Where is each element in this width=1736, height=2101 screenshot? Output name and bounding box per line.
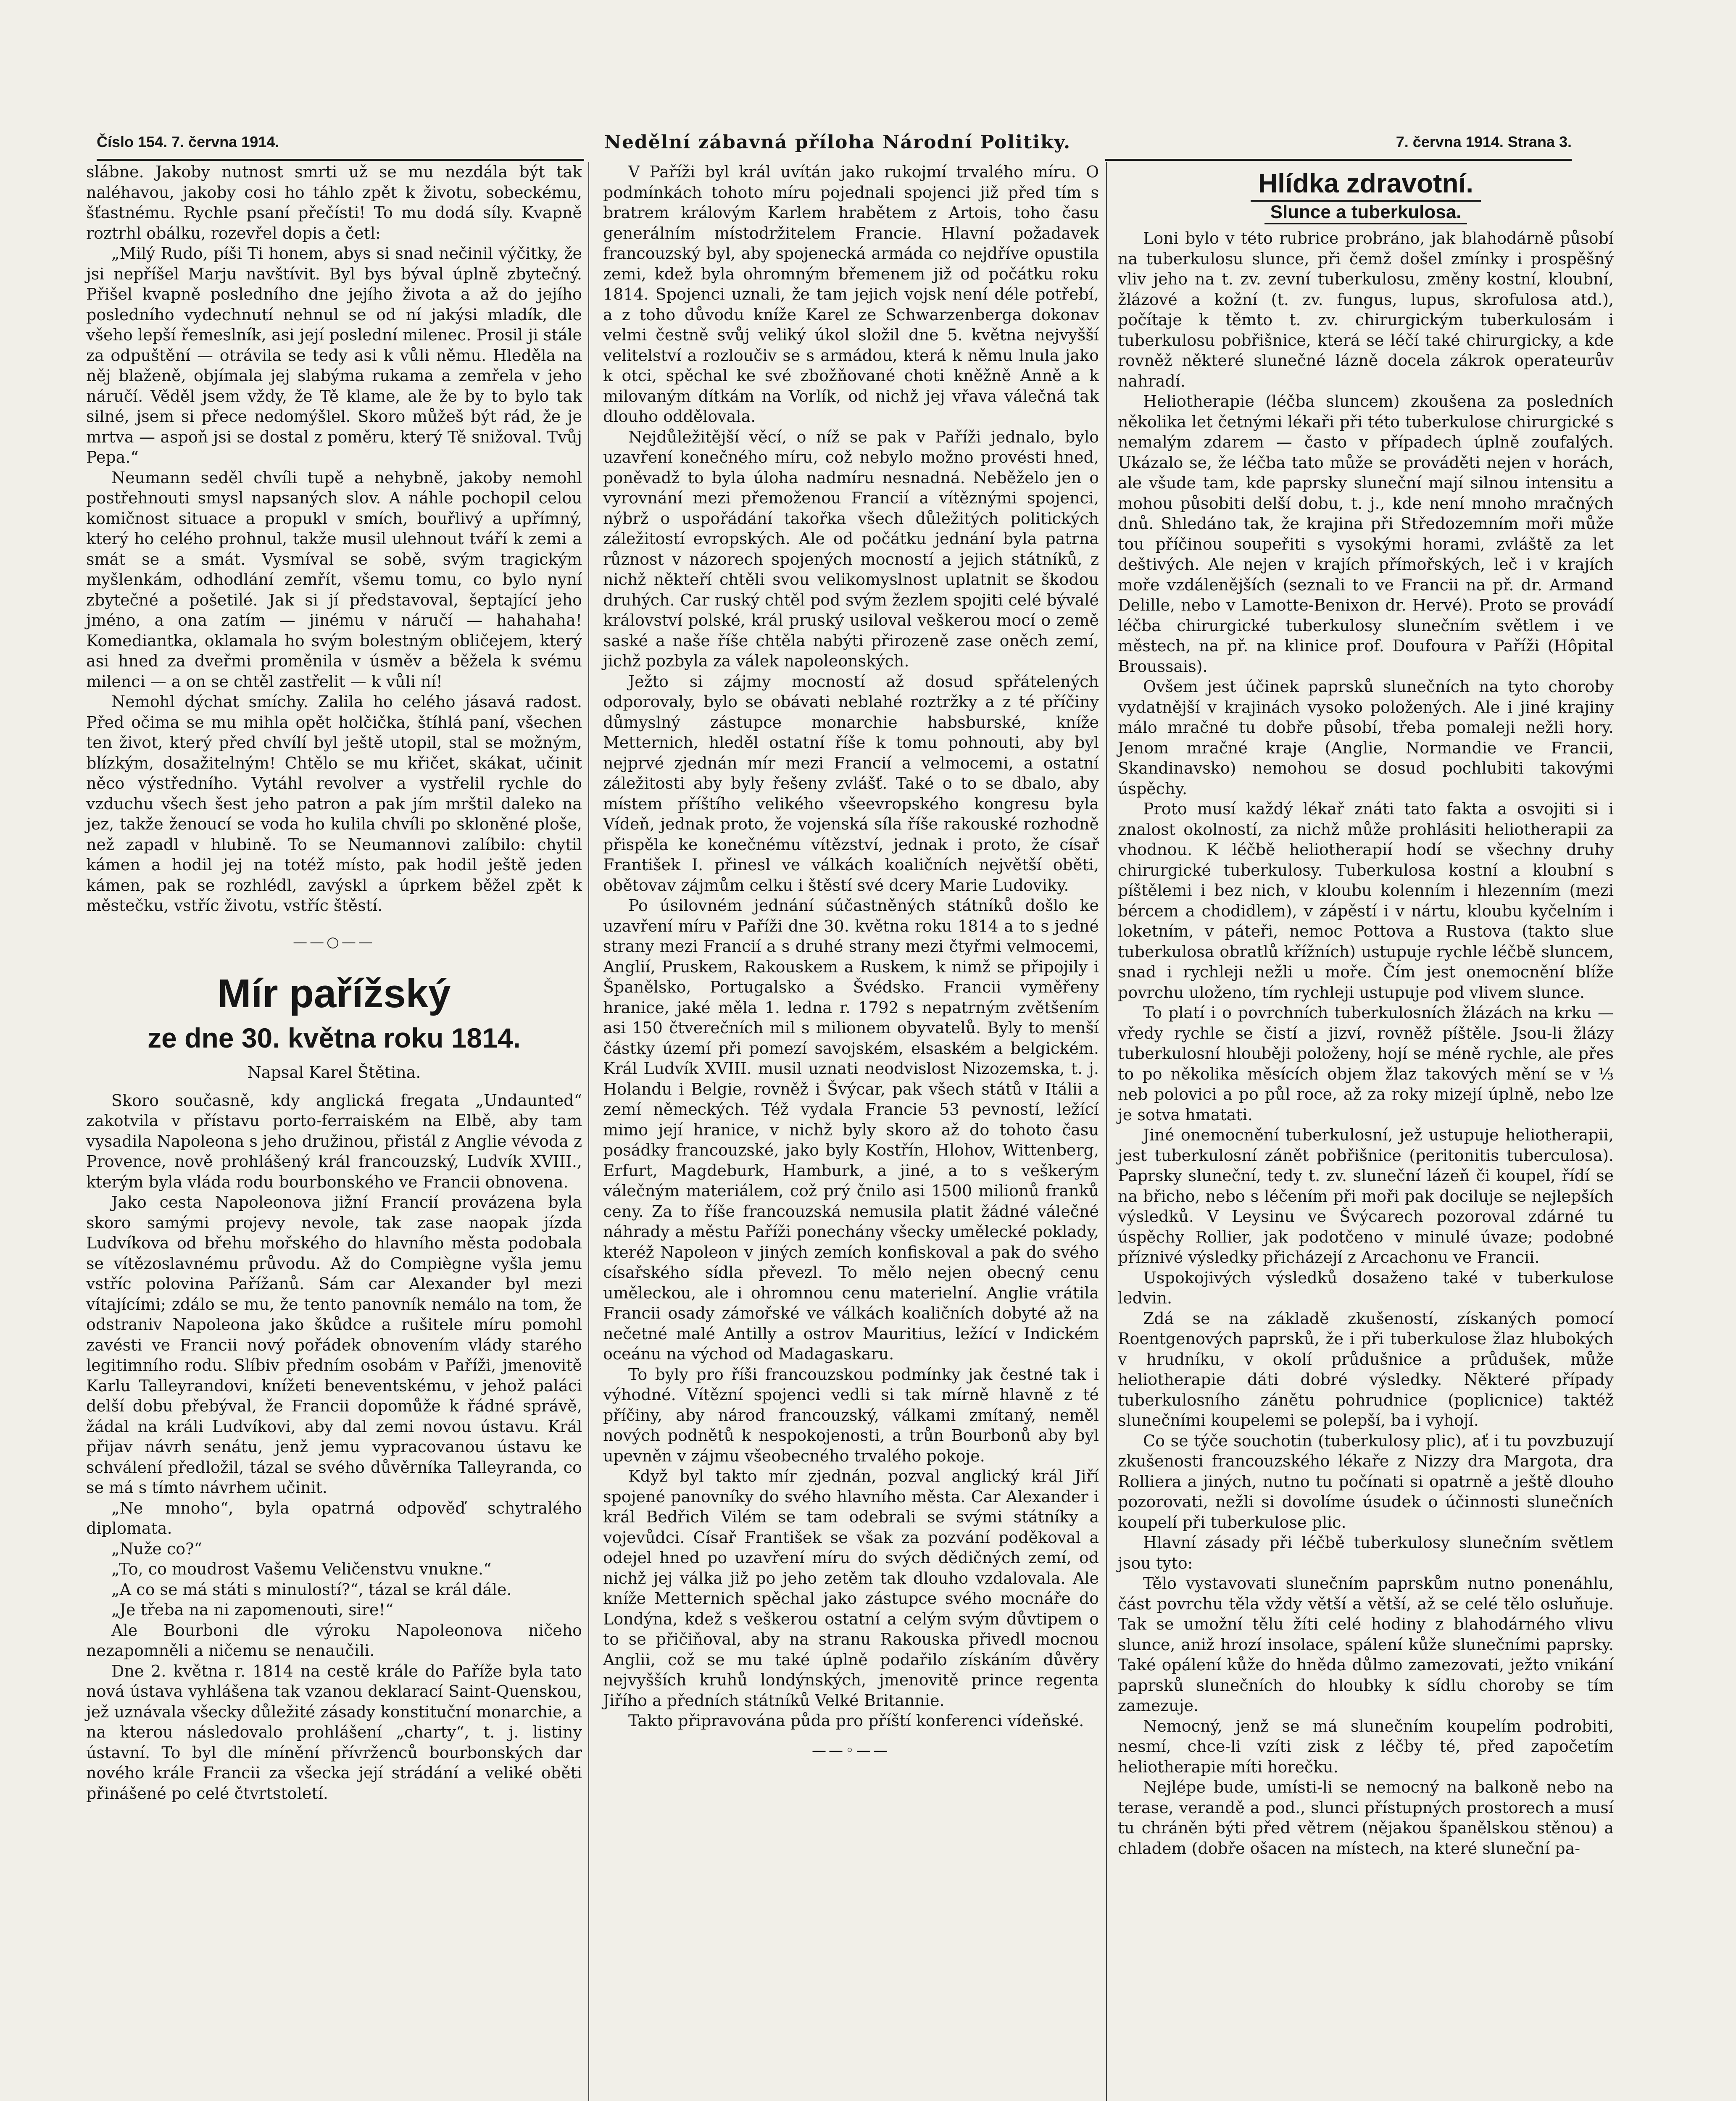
- column-1: [86, 162, 582, 1803]
- article-paragraph: Po úsilovném jednání súčastněných státníků došlo ke uzavření míru v Paříži dne 30. května roku 1814 a to s jedné strany mezi Francií a s druhé strany mezi čtyřmi velmocemi, Anglií, Pruskem, Rakouskem a Ruskem, k nimž se připojily i Španělsko, Portugalsko a Švédsko. Francii vyměřeny hranice, jaké měla 1. ledna r. 1792 s nepatrným zvětšením asi 150 čtverečních mil s milionem obyvatelů. Byly to menší částky území při pomezí savojském, elsaském a belgickém. Král Ludvík XVIII. musil uznati neodvislost Nizozemska, t. j. Holandu i Belgie, rovněž i Švýcar, pak všech států v Itálii a zemí německých. Též vydala Francie 53 pevností, ležící mimo její hranice, v nichž byly skoro až do tohoto času posádky francouzské, jako byly Kostřín, Hlohov, Wittenberg, Erfurt, Magdeburk, Hamburk, a jiné, a to s veškerým válečným materiálem, což prý čnilo asi 1500 milionů franků ceny. Za to říše francouzská nemusila platit žádné válečné náhrady a městu Paříži ponechány všecky umělecké poklady, kteréž Napoleon v jiných zemích konfiskoval a pak do svého císařského sídla převezl. To mělo nejen obecný cenu uměleckou, ale i ohromnou cenu materielní. Anglie vrátila Francii osady zámořské ve válkách koaličních dobyté až na nečetné malé Antilly a ostrov Mauritius, ležící v Indickém oceánu na východ od Madagaskaru.: [603, 896, 1099, 1363]
- article-paragraph: To byly pro říši francouzskou podmínky jak čestné tak i výhodné. Vítězní spojenci vedli si tak mírně hlavně z té příčiny, aby národ francouzský, válkami zmítaný, neměl nových podnětů k nespokojenosti, a trůn Bourbonů aby byl upevněn v zájmu všeobecného trvalého pokoje.: [603, 1365, 1099, 1465]
- section-title-text: Hlídka zdravotní.: [1251, 168, 1481, 202]
- article-paragraph: Skoro současně, kdy anglická fregata „Undaunted“ zakotvila v přístavu porto-ferraiském na Elbě, aby tam vysadila Napoleona s jeho družinou, přistál z Anglie vévoda z Provence, nově prohlášený král francouzský, Ludvík XVIII., kterým byla vláda rodu bourbonského ve Francii obnovena.: [86, 1091, 582, 1191]
- header-rule-right: [1105, 159, 1572, 161]
- column-divider: [1106, 162, 1107, 2101]
- article-paragraph: Jiné onemocnění tuberkulosní, jež ustupuje heliotherapii, jest tuberkulosní zánět pobřišnice (peritonitis tuberculosa). Paprsky sluneční, tedy t. zv. sluneční lázeň či koupel, řídí se na břicho, nebo s léčením při moři pak dociluje se nejlepších výsledků. V Leysinu ve Švýcarech pozoroval zdárné tu úspěchy Rollier, jak podotčeno v minulé úvaze; podobné příznivé výsledky přicházejí z Arcachonu ve Francii.: [1118, 1126, 1614, 1266]
- article-paragraph: Hlavní zásady při léčbě tuberkulosy slunečním světlem jsou tyto:: [1118, 1533, 1614, 1572]
- section-ornament: ——○——: [293, 933, 375, 950]
- article-paragraph: „Ne mnoho“, byla opatrná odpověď schytralého diplomata.: [86, 1498, 582, 1538]
- article-paragraph: Dne 2. května r. 1814 na cestě krále do Paříže byla tato nová ústava vyhlášena tak vzanou deklarací Saint-Quenskou, jež uznávala všecky důležité zásady konstituční monarchie, a na kterou následovalo prohlášení „charty“, t. j. listiny ústavní. To byl dle mínění přívrženců bourbonských dar nového krále Francii za všecka její strádání a veliké oběti přinášené po celé čtvrtstoletí.: [86, 1661, 582, 1803]
- article-paragraph: Nemocný, jenž se má slunečním koupelím podrobiti, nesmí, chce-li vzíti zisk z léčby té, před započetím heliotherapie míti horečku.: [1118, 1717, 1614, 1776]
- article-paragraph: Nejdůležitější věcí, o níž se pak v Paříži jednalo, bylo uzavření konečného míru, což nebylo možno provésti hned, poněvadž to byla úloha nadmíru nesnadná. Neběželo jen o vyrovnání mezi přemoženou Francií a vítěznými spojenci, nýbrž o uspořádání takořka všech důležitých politických záležitostí evropských. Ale od počátku jednání byla patrna různost v názorech spojených mocností a jejich státníků, z nichž někteří chtěli svou velikomyslnost uplatnit se škodou druhých. Car ruský chtěl pod svým žezlem spojiti celé bývalé království polské, král pruský usiloval veškerou mocí o země saské a naše říše chtěla nabýti přirozeně zase oněch zemí, jichž pozbyla za válek napoleonských.: [603, 427, 1099, 670]
- article-paragraph: Nejlépe bude, umísti-li se nemocný na balkoně nebo na terase, verandě a pod., slunci přístupných prostorech a musí tu chráněn býti před větrem (nějakou španělskou stěnou) a chladem (dobře ošacen na místech, na které sluneční pa-: [1118, 1778, 1614, 1858]
- article-paragraph: Ovšem jest účinek paprsků slunečních na tyto choroby vydatnější v krajinách vysoko položených. Ale i jiné krajiny málo mračné tu dobře působí, třeba pomaleji nežli hory. Jenom mračné kraje (Anglie, Normandie ve Francii, Skandinavsko) nemohou se dosud pochlubiti takovými úspěchy.: [1118, 677, 1614, 798]
- section-title: [1118, 168, 1614, 199]
- article-paragraph: Tělo vystavovati slunečním paprskům nutno ponenáhlu, část povrchu těla vždy větší a větší, až se celé tělo osluňuje. Tak se umožní tělu žíti celé hodiny z blahodárného vlivu slunce, aniž hrozí insolace, spálení kůže slunečními paprsky. Také opálení kůže do hněda důlmo zamezovati, ježto vnikání paprsků slunečních do hloubky k sídlu choroby se tím zamezuje.: [1118, 1574, 1614, 1715]
- article-paragraph: Heliotherapie (léčba sluncem) zkoušena za posledních několika let četnými lékaři při této tuberkulose chirurgické s nemalým zdarem — často v případech úplně zoufalých. Ukázalo se, že léčba tato může se prováděti nejen v horách, ale všude tam, kde paprsky sluneční mají silnou intensitu a mohou působiti delší dobu, t. j., kde není mnoho mračných dnů. Shledáno tak, že krajina při Středozemním moři může tou příčinou soupeřiti s vysokými horami, zvláště za let deštivých. Ale nejen v krajích přímořských, leč i v krajích moře vzdálenějších (seznali to ve Francii na př. dr. Armand Delille, nebo v Lamotte-Benixon dr. Hervé). Proto se provádí léčba chirurgické tuberkulosy slunečním světlem i ve městech, na př. na klinice prof. Doufoura v Paříži (Hôpital Broussais).: [1118, 392, 1614, 676]
- section-subtitle: [1118, 200, 1614, 224]
- story-paragraph: „Milý Rudo, píši Ti honem, abys si snad nečinil výčitky, že jsi nepříšel Marju navštívit. Byl bys býval úplně zbytečný. Přišel kvapně posledního dne jejího života a až do jejího posledního vydechnutí nehnul se od ní jakýsi mladík, dle všeho lepší řemeslník, asi její poslední milenec. Prosil ji stále za odpuštění — otrávila se tedy asi k vůli němu. Hleděla na něj blaženě, objímala jej slabýma rukama a zemřela v jeho náručí. Věděl jsem vždy, že Tě klame, ale že by to bylo tak silné, jsem si přece nedomýšlel. Skoro můžeš být rád, že je mrtva — aspoň jsi se dostal z poměru, který Tě snižoval. Tvůj Pepa.“: [86, 244, 582, 466]
- article-paragraph: To platí i o povrchních tuberkulosních žlázách na krku — vředy rychle se čistí a jizví, rovněž píštěle. Jsou-li žlázy tuberkulosní hlouběji položeny, hojí se méně rychle, ale přes to po několika měsících objem žlaz takových mění se v ⅓ neb polovici a po půl roce, až za roky mizejí úplně, nebo lze je sotva hmatati.: [1118, 1003, 1614, 1124]
- article-paragraph: „To, co moudrost Vašemu Veličenstvu vnukne.“: [111, 1560, 492, 1578]
- column-2: [603, 162, 1099, 1763]
- article-paragraph: Co se týče souchotin (tuberkulosy plic), ať i tu povzbuzují zkušenosti francouzského lékaře z Nizzy dra Margota, dra Rolliera a jiných, nutno tu počínati si opatrně a ještě dlouho pozorovati, nežli si dovolíme úsudek o účinnosti slunečních koupelí při tuberkulose plic.: [1118, 1431, 1614, 1532]
- article-paragraph: Loni bylo v této rubrice probráno, jak blahodárně působí na tuberkulosu slunce, při čemž došel zmínky i prospěšný vliv jeho na t. zv. zevní tuberkulosu, změny kostní, kloubní, žlázové a kožní (t. zv. fungus, lupus, skrofulosa atd.), počítaje k těmto t. zv. chirurgickým tuberkulosám i tuberkulosu pobřišnice, která se léčí také chirurgicky, a kde rovněž některé slunečné lázně docela zákrok operateurův nahradí.: [1118, 229, 1614, 390]
- article-paragraph: Ježto si zájmy mocností až dosud spřátelených odporovaly, bylo se obávati neblahé roztržky a z té příčiny důmyslný zástupce monarchie habsburské, kníže Metternich, hleděl ostatní říše k tomu pohnouti, aby byl nejprvé zjednán mír mezi Francií a velmocemi, a ostatní záležitosti aby byly řešeny zvlášť. Také o to se dbalo, aby místem příštího velikého všeevropského kongresu byla Vídeň, jednak proto, že vojenská síla říše rakouské rozhodně přispěla ke konečnému vítězství, jednak i proto, že císař František I. přinesl ve válkách koaličních největší oběti, obětovav zájmům celku i štěstí své dcery Marie Ludoviky.: [603, 672, 1099, 895]
- article-paragraph: V Paříži byl král uvítán jako rukojmí trvalého míru. O podmínkách tohoto míru pojednali spojenci již před tím s bratrem královým Karlem hrabětem z Artois, toho času generálním místodržitelem Francie. Hlavní požadavek francouzský byl, aby spojenecká armáda co nejdříve opustila zemi, kdež byla ohromným břemenem již od počátku roku 1814. Spojenci uznali, že tam jejich vojsk není déle potřebí, a z toho důvodu kníže Karel ze Schwarzenberga dokonav velmi čestně svůj veliký úkol složil dne 5. května nejvyšší velitelství a rozloučiv se s armádou, která k němu lnula jako k otci, spěchal ke své zbožňované choti kněžně Anně a k milovaným dítkám na Vorlík, od nichž jej vřava válečná tak dlouho oddělovala.: [603, 163, 1099, 426]
- article-paragraph: „Je třeba na ni zapomenouti, sire!“: [111, 1601, 394, 1619]
- article-paragraph: Takto připravována půda pro příští konferenci vídeňské.: [628, 1711, 1084, 1730]
- article-subtitle: ze dne 30. května roku 1814.: [148, 1022, 521, 1053]
- article-paragraph: Uspokojivých výsledků dosaženo také v tuberkulose ledvin.: [1118, 1268, 1614, 1307]
- page-header: [97, 127, 1572, 157]
- article-paragraph: Proto musí každý lékař znáti tato fakta a osvojiti si i znalost okolností, za nichž může prohlásiti heliotherapii za vhodnou. K léčbě heliotherapií hodí se všechny druhy chirurgické tuberkulosy. Tuberkulosa kostní a kloubní s píštělemi i bez nich, v kloubu kolenním i hlezenním (mezi bércem a chodidlem), v zápěstí i v nártu, kloubu kyčelním i loketním, v páteři, nemoc Pottova a Rustova (takto slue tuberkulosa obratlů křížních) ustupuje rychle léčbě sluncem, snad i rychleji nežli u moře. Čím jest onemocnění blíže povrchu uloženo, tím rychleji ustupuje pod vlivem slunce.: [1118, 800, 1614, 1002]
- article-paragraph: „A co se má státi s minulostí?“, tázal se král dále.: [111, 1580, 512, 1599]
- story-paragraph: Neumann seděl chvíli tupě a nehybně, jakoby nemohl postřehnouti smysl napsaných slov. A náhle pochopil celou komičnost situace a propukl v smích, bouřlivý a upřímný, který ho celého prohnul, takže musil ulehnout tváří k zemi a smát se a smát. Vysmíval se sobě, svým tragickým myšlenkám, odhodlání zemřít, všemu tomu, co bylo nyní zbytečné a pošetilé. Jak si jí představoval, šeptající jeho jméno, a ona zatím — jinému v náručí — hahahaha! Komediantka, oklamala ho svým bolestným obličejem, který asi hned za dveřmi proměnila v úsměv a běžela k svému milenci — a on se chtěl zastřelit — k vůli ní!: [86, 468, 582, 691]
- issue-info: Číslo 154. 7. června 1914.: [97, 133, 279, 150]
- article-paragraph: Zdá se na základě zkušeností, získaných pomocí Roentgenových paprsků, že i při tuberkulose žlaz hlubokých v hrudníku, v okolí průdušnice a průdušek, může heliotherapie dáti dobré výsledky. Některé případy tuberkulosního zánětu pohrudnice (poplicnice) taktéž slunečními koupelemi se polepší, ba i vyhojí.: [1118, 1309, 1614, 1430]
- story-paragraph: Nemohl dýchat smíchy. Zalila ho celého jásavá radost. Před očima se mu mihla opět holčička, štíhlá paní, všechen ten život, který před chvílí byl ještě utopil, stal se možným, blízkým, dosažitelným! Chtělo se mu křičet, skákat, učinit něco výstředního. Vytáhl revolver a vystřelil rychle do vzduchu všech šest jeho patron a pak jím mrštil daleko na jez, takže ženoucí se voda ho kulila chvíli po skloněné ploše, než zapadl v hlubině. To se Neumannovi zalíbilo: chytil kámen a hodil jej na totéž místo, pak hodil ještě jeden kámen, pak se rozhlédl, zavýskl a úprkem běžel zpět k městečku, vstříc životu, vstříc štěstí.: [86, 692, 582, 915]
- column-3: [1118, 162, 1614, 1859]
- date-page-info: 7. června 1914. Strana 3.: [1396, 133, 1572, 150]
- article-byline: Napsal Karel Štětina.: [247, 1063, 421, 1082]
- masthead: Nedělní zábavná příloha Národní Politiky.: [604, 131, 1071, 153]
- article-paragraph: Ale Bourboni dle výroku Napoleonova ničeho nezapomněli a ničemu se nenaučili.: [86, 1621, 582, 1660]
- story-paragraph: slábne. Jakoby nutnost smrti už se mu nezdála být tak naléhavou, jakoby cosi ho táhlo zpět k životu, sobeckému, šťastnému. Rychle psaní přečísti! To mu dodá síly. Kvapně roztrhl obálku, rozevřel dopis a četl:: [86, 163, 582, 242]
- section-subtitle-text: Slunce a tuberkulosa.: [1264, 202, 1467, 224]
- end-ornament: ——◦——: [811, 1742, 890, 1759]
- article-title: Mír pařížský: [217, 971, 451, 1016]
- header-rule-left: [97, 159, 584, 161]
- article-paragraph: Když byl takto mír zjednán, pozval anglický král Jiří spojené panovníky do svého hlavního města. Car Alexander i král Bedřich Vilém se tam odebrali se svými státníky a vojevůdci. Císař František se však za pozvání poděkoval a odejel hned po uzavření míru do svých dědičných zemí, od nichž jej válka již po jeho zetěm tak dlouho vzdalovala. Ale kníže Metternich spěchal jako zástupce svého mocnáře do Londýna, kdež s veškerou ostatní a celým svým důvtipem o to se přičiňoval, aby na stranu Rakouska přivedl mocnou Anglii, což se mu také úplně podařilo získáním důvěry nejvyšších kruhů londýnských, jmenovitě prince regenta Jiřího a předních státníků Velké Britannie.: [603, 1467, 1099, 1710]
- article-paragraph: „Nuže co?“: [111, 1539, 202, 1558]
- column-divider: [588, 162, 589, 2101]
- article-paragraph: Jako cesta Napoleonova jižní Francií provázena byla skoro samými projevy nevole, tak zase naopak jízda Ludvíkova od břehu mořského do hlavního města podobala se vítězoslavnému průvodu. Až do Compiègne vyšla jemu vstříc polovina Pařížanů. Sám car Alexander byl mezi vítajícími; zdálo se mu, že tento panovník nemálo na tom, že odstraniv Napoleona jako škůdce a rušitele míru pomohl zavésti ve Francii nový pořádek obnovením vlády starého legitimního rodu. Slíbiv předním osobám v Paříži, jmenovitě Karlu Talleyrandovi, knížeti beneventskému, v jehož paláci delší dobu přebýval, že Francii dopomůže k řádné správě, žádal na králi Ludvíkovi, aby dal zemi novou ústavu. Král přijav návrh senátu, jenž jemu vypracovanou ústavu ke schválení předložil, tázal se svého důvěrníka Talleyranda, co se má s tímto návrhem učinit.: [86, 1193, 582, 1497]
